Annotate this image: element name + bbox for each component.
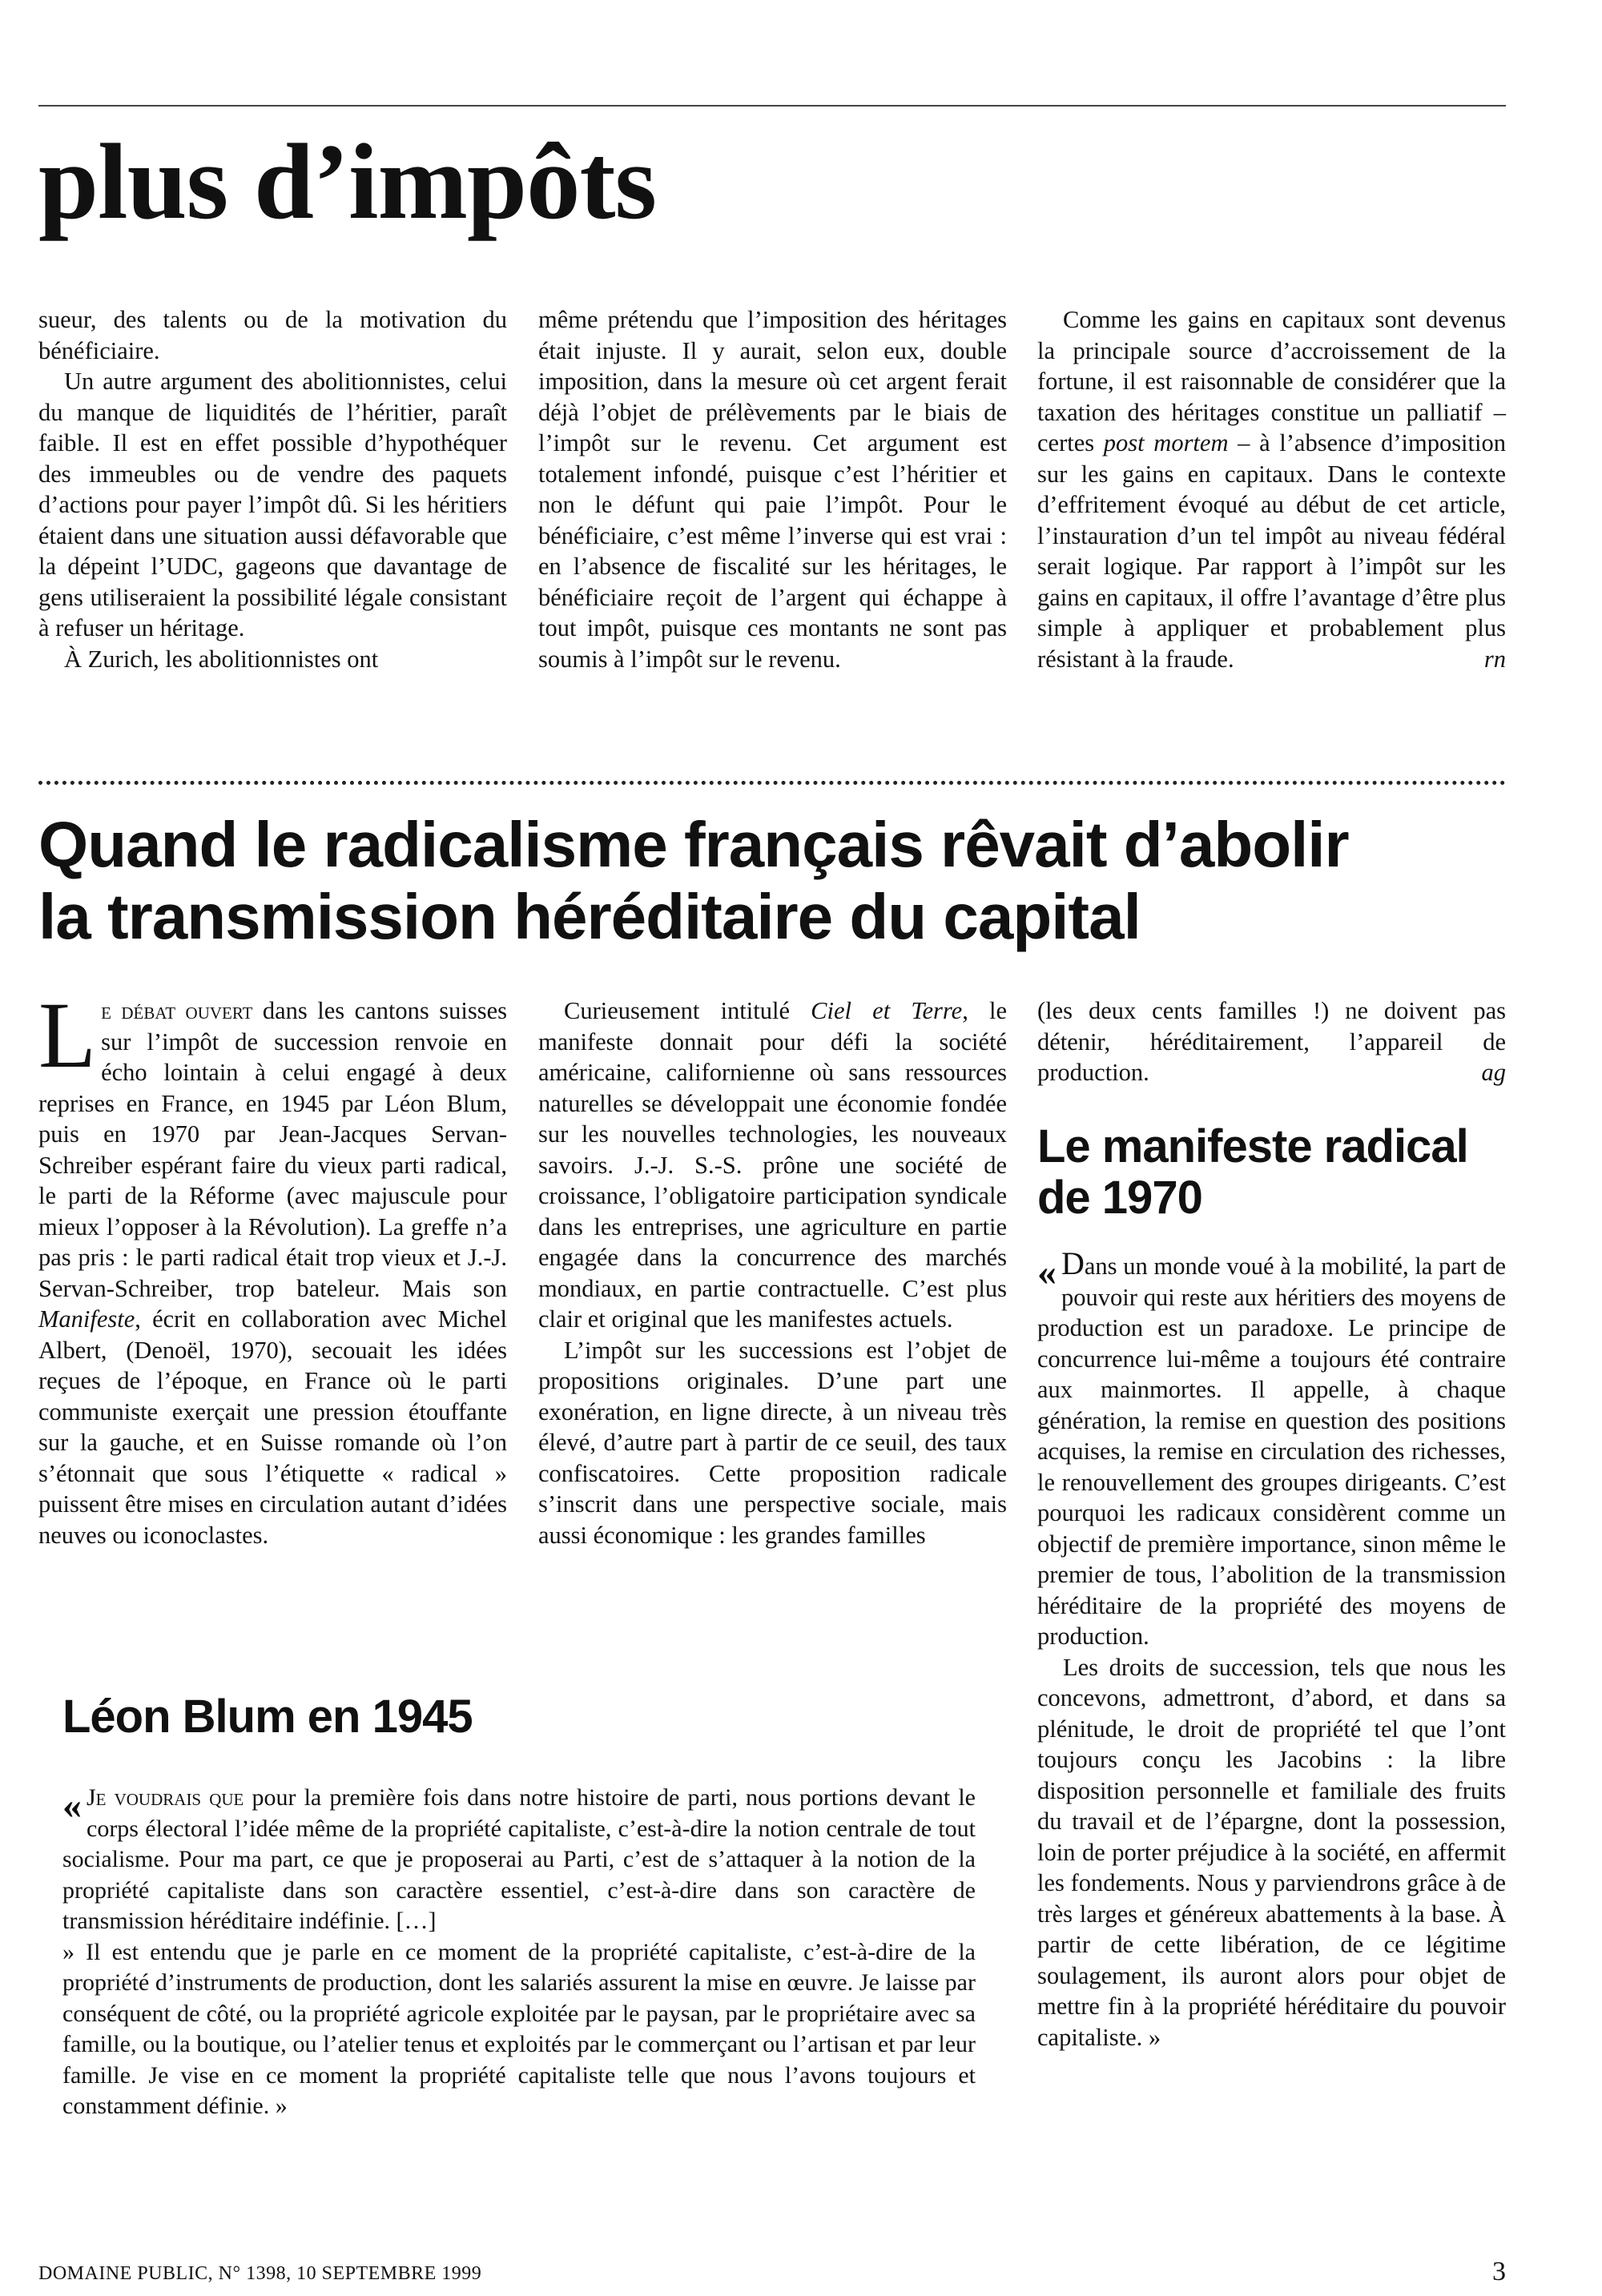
- paragraph: À Zurich, les abolitionnistes ont: [64, 645, 379, 673]
- main-article-column-3: [1037, 995, 1506, 1088]
- paragraph: [62, 1783, 976, 1937]
- paragraph: [538, 995, 1007, 1335]
- open-quote-mark: «: [62, 1784, 82, 1827]
- manifeste-quote: [1037, 1245, 1506, 2053]
- author-initials: rn: [1483, 645, 1506, 673]
- top-article-column-3: [1037, 304, 1506, 674]
- paragraph: Les droits de succession, tels que nous les concevons, admettront, d’abord, et dans sa plénitude, le droit de propriété tel que l’ont toujours conçu les Jacobins : la libre disposition personnelle et familiale des fruits du travail et de l’épargne, dont la possession, loin de porter préjudice à la société, en affermit les fondements. Nous y parviendrons grâce à de très larges et généreux abattements à la base. À partir de cette libération, de ce légitime soulagement, ils auront alors pour objet de mettre fin à la propriété héréditaire du pouvoir capitaliste. »: [1037, 1653, 1506, 2051]
- text-run: ans un monde voué à la mobilité, la part de pouvoir qui reste aux héritiers des moyens de production est un paradoxe. Le principe de concurrence lui-même a toujours été contraire aux mainmortes. Il appelle, à chaque génération, la remise en question des positions acquises, la remise en circulation des richesses, le renouvellement des groupes dirigeants. C’est pourquoi les radicaux considèrent comme un objectif de première importance, sinon même le premier de tous, l’abolition de la transmission héréditaire de la propriété des moyens de production.: [1037, 1253, 1506, 1650]
- top-article-column-2: [538, 304, 1007, 674]
- top-article-title: plus d’impôts: [38, 123, 657, 242]
- small-caps-lead: e débat ouvert: [101, 997, 253, 1024]
- main-article-column-1: [38, 983, 507, 1550]
- publication-footer: DOMAINE PUBLIC, N° 1398, 10 SEPTEMBRE 1999: [38, 2263, 482, 2284]
- blum-quote: [62, 1783, 976, 2122]
- paragraph: L’impôt sur les successions est l’objet de propositions originales. D’une part une exonération, en ligne directe, à un niveau très élevé, d’autre part à partir de ce seuil, des taux confiscatoires. Cette proposition radicale s’inscrit dans une perspective sociale, mais aussi économique : les grandes familles: [538, 1336, 1007, 1549]
- italic-text: Manifeste: [38, 1305, 135, 1333]
- open-quote-mark: «: [1037, 1251, 1057, 1293]
- drop-cap: D: [1061, 1245, 1085, 1281]
- paragraph: [1037, 995, 1506, 1088]
- text-run: , écrit en collaboration avec Michel Albert, (Denoël, 1970), secouait les idées reçues de l’époque, en France où le parti communiste exerçait une pression étouffante sur la gauche, et en Suisse romande où l’on s’étonnait que sous l’étiquette « radical » puissent être mises en circulation autant d’idées neuves ou iconoclastes.: [38, 1305, 507, 1549]
- subhead-leon-blum: Léon Blum en 1945: [62, 1691, 473, 1743]
- top-rule: [38, 105, 1506, 107]
- text-run: pour la première fois dans notre histoire de parti, nous portions devant le corps électoral l’idée même de la propriété capitaliste, c’est-à-dire la notion centrale de tout socialisme. Pour ma part, ce que je proposerai au Parti, c’est de s’attaquer à la notion de la propriété capitaliste dans son caractère essentiel, c’est-à-dire dans son caractère de transmission héréditaire indéfinie. […]: [62, 1784, 976, 1934]
- main-article-column-2: [538, 995, 1007, 1550]
- paragraph: même prétendu que l’imposition des héritages était injuste. Il y aurait, selon eux, double imposition, dans la mesure où cet argent ferait déjà l’objet de prélèvements par le biais de l’impôt sur le revenu. Cet argument est totalement infondé, puisque c’est l’héritier et non le défunt qui paie l’impôt. Pour le bénéficiaire, c’est même l’inverse qui est vrai : en l’absence de fiscalité sur les héritages, le bénéficiaire reçoit de l’argent qui échappe à tout impôt, puisque ces montants ne sont pas soumis à l’impôt sur le revenu.: [538, 306, 1007, 673]
- paragraph: » Il est entendu que je parle en ce moment de la propriété capitaliste, c’est-à-dire de la propriété d’instruments de production, dont les salariés assurent la mise en œuvre. Je laisse par conséquent de côté, ou la propriété agricole exploitée par le paysan, par le propriétaire avec sa famille, ou la boutique, ou l’atelier tenus et exploités par le commerçant ou l’artisan et par leur famille. Je vise en ce moment la propriété capitaliste telle que nous l’avons toujours et constamment définie. »: [62, 1938, 976, 2119]
- top-article-column-1: [38, 304, 507, 674]
- italic-text: Ciel et Terre: [811, 997, 963, 1024]
- headline-line-1: Quand le radicalisme français rêvait d’abolir: [38, 809, 1349, 880]
- small-caps-lead: Je voudrais que: [87, 1784, 244, 1811]
- paragraph: [1037, 1245, 1506, 1652]
- author-initials: ag: [1481, 1059, 1506, 1086]
- section-divider: [38, 781, 1506, 785]
- main-headline: [38, 809, 1349, 953]
- text-run: – à l’absence d’imposition sur les gains en capitaux. Dans le contexte d’effritement évoqué au début de cet article, l’instauration d’un tel impôt au niveau fédéral serait logique. Par rapport à l’impôt sur les gains en capitaux, il offre l’avantage d’être plus simple à appliquer et probablement plus résistant à la fraude.: [1037, 429, 1506, 673]
- text-run: Comme les gains en capitaux sont devenus la principale source d’accroissement de la fortune, il est raisonnable de considérer que la taxation des héritages constitue un palliatif – certes: [1037, 306, 1506, 456]
- drop-cap: L: [38, 983, 97, 1088]
- leon-blum-box: [38, 1690, 1000, 2202]
- subhead-manifeste: Le manifeste radical de 1970: [1037, 1120, 1468, 1224]
- text-run: (les deux cents familles !) ne doivent pas détenir, héréditairement, l’appareil de production.: [1037, 997, 1506, 1086]
- headline-line-2: la transmission héréditaire du capital: [38, 881, 1141, 952]
- paragraph: [38, 983, 507, 1550]
- italic-text: post mortem: [1103, 429, 1229, 456]
- text-run: Curieusement intitulé: [564, 997, 811, 1024]
- text-run: , le manifeste donnait pour défi la société américaine, californienne où sans ressources naturelles se développait une économie fondée sur les nouvelles technologies, les nouveaux savoirs. J.-J. S.-S. prône une société de croissance, l’obligatoire participation syndicale dans les entreprises, une agriculture en partie engagée dans la concurrence des marchés mondiaux, en partie contractuelle. C’est plus clair et original que les manifestes actuels.: [538, 997, 1007, 1333]
- text-run: dans les cantons suisses sur l’impôt de succession renvoie en écho lointain à celui engagé à deux reprises en France, en 1945 par Léon Blum, puis en 1970 par Jean-Jacques Servan-Schreiber espérant faire du vieux parti radical, le parti de la Réforme (avec majuscule pour mieux l’opposer à la Révolution). La greffe n’a pas pris : le parti radical était trop vieux et J.-J. Servan-Schreiber, trop bateleur. Mais son: [38, 997, 507, 1302]
- paragraph: [1037, 304, 1506, 674]
- page-number: 3: [1492, 2257, 1506, 2286]
- paragraph: Un autre argument des abolitionnistes, celui du manque de liquidités de l’héritier, paraît faible. Il est en effet possible d’hypothéquer des immeubles ou de vendre des paquets d’actions pour payer l’impôt dû. Si les héritiers étaient dans une situation aussi défavorable que la dépeint l’UDC, gageons que davantage de gens utiliseraient la possibilité légale consistant à refuser un héritage.: [38, 368, 507, 641]
- paragraph: sueur, des talents ou de la motivation du bénéficiaire.: [38, 306, 507, 364]
